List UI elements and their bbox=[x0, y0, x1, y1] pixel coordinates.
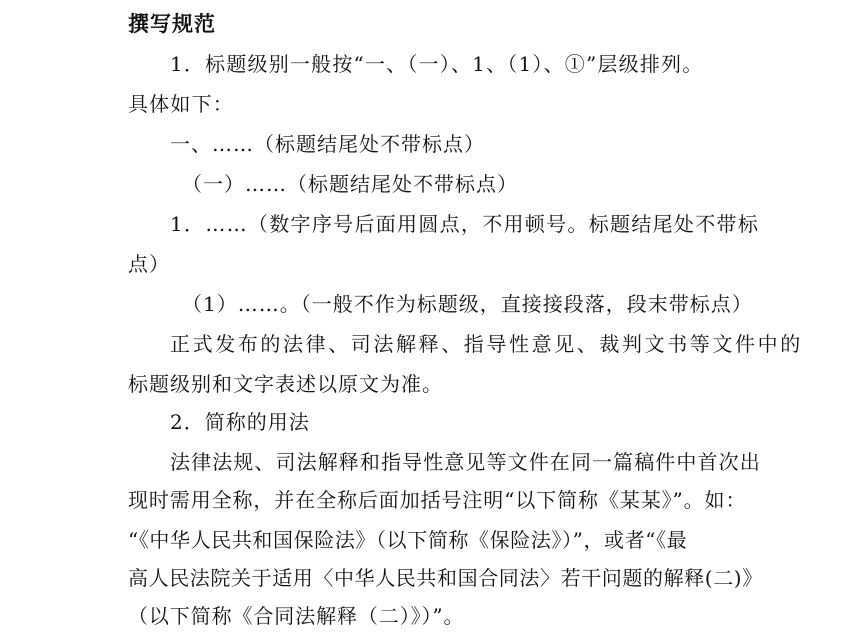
text-line: “《中华人民共和国保险法》（以下简称《保险法》）”，或者“《最 bbox=[128, 528, 688, 552]
text-line: 点） bbox=[128, 252, 170, 276]
text-line: 现时需用全称，并在全称后面加括号注明“以下简称《某某》”。如： bbox=[128, 488, 747, 512]
text-line: （1）……。（一般不作为标题级，直接接段落，段末带标点） bbox=[182, 292, 753, 316]
text-line: （以下简称《合同法解释（二）》）”。 bbox=[128, 604, 465, 628]
text-line: 高人民法院关于适用〈中华人民共和国合同法〉若干问题的解释(二)》 bbox=[128, 566, 763, 590]
text-line: 一、……（标题结尾处不带标点） bbox=[170, 132, 485, 156]
text-line: 法律法规、司法解释和指导性意见等文件在同一篇稿件中首次出 bbox=[170, 450, 761, 474]
text-line: 1．……（数字序号后面用圆点，不用顿号。标题结尾处不带标 bbox=[170, 212, 760, 236]
text-line: （一）……（标题结尾处不带标点） bbox=[182, 172, 518, 196]
text-line: 正式发布的法律、司法解释、指导性意见、裁判文书等文件中的 bbox=[170, 332, 803, 356]
text-line: 具体如下： bbox=[128, 92, 234, 116]
text-line: 1．标题级别一般按“一、（一）、1、（1）、①”层级排列。 bbox=[170, 52, 704, 76]
text-line: 标题级别和文字表述以原文为准。 bbox=[128, 372, 443, 396]
text-line: 2．简称的用法 bbox=[170, 410, 310, 434]
section-heading: 撰写规范 bbox=[128, 12, 216, 36]
